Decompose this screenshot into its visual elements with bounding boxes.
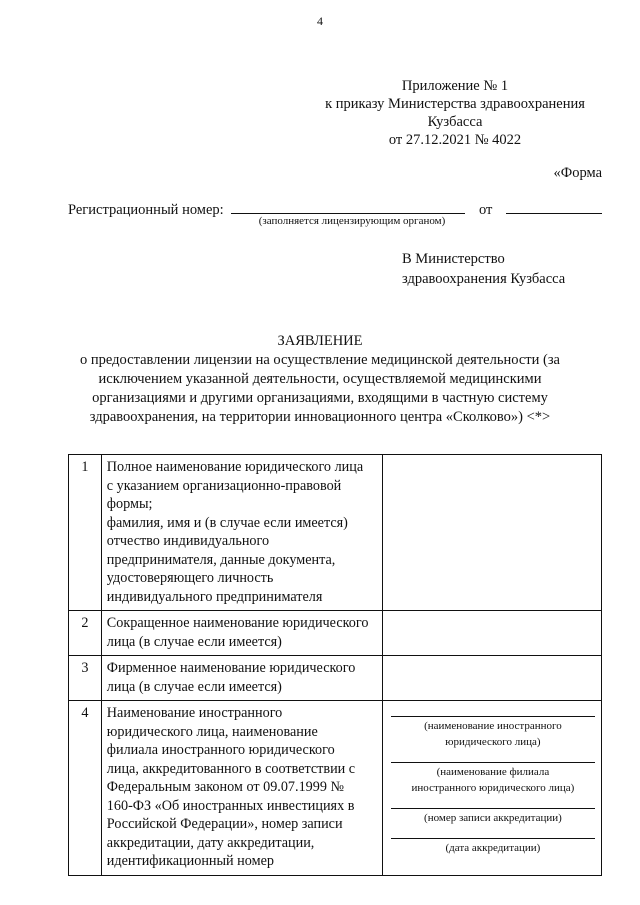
row-number: 1	[69, 455, 102, 611]
subfield-caption-line: (дата аккредитации)	[445, 842, 541, 854]
row-label-line: лица (в случае если имеется)	[106, 633, 282, 650]
row-number: 3	[69, 656, 102, 701]
row-label-line: Наименование иностранного	[106, 705, 283, 721]
subfield-caption-line: иностранного юридического лица)	[411, 782, 575, 794]
row-label-line: 160-ФЗ «Об иностранных инвестициях в	[106, 797, 355, 814]
row-label-line: аккредитации, дату аккредитации,	[106, 834, 315, 851]
row-value-field[interactable]	[382, 611, 601, 656]
row-label-line: Российской Федерации», номер записи	[106, 816, 343, 832]
application-table	[68, 454, 602, 876]
row-label-line: Полное наименование юридического лица	[106, 459, 364, 475]
row-value-field[interactable]	[382, 455, 601, 611]
row-label	[101, 656, 382, 701]
row-label	[101, 701, 382, 876]
row-number: 4	[69, 701, 102, 876]
subfield-caption[interactable]	[391, 762, 595, 796]
registration-from-label: от	[478, 202, 493, 218]
table-row	[69, 611, 602, 656]
row-label-line: лица (в случае если имеется)	[106, 678, 282, 695]
appendix-header	[300, 77, 610, 149]
row-label-line: филиала иностранного юридического	[106, 742, 335, 758]
appendix-line-1: Приложение № 1	[401, 78, 509, 94]
appendix-line-4: от 27.12.2021 № 4022	[388, 132, 522, 148]
row-label	[101, 455, 382, 611]
table-row	[69, 656, 602, 701]
row-label-line: юридического лица, наименование	[106, 723, 318, 740]
table-row	[69, 701, 602, 876]
title-heading: ЗАЯВЛЕНИЕ	[277, 333, 363, 349]
row-label-line: Сокращенное наименование юридического	[106, 615, 369, 631]
row-label-line: лица, аккредитованного в соответствии с	[106, 760, 356, 777]
row-value-field[interactable]	[382, 701, 601, 876]
subfield-caption[interactable]	[391, 808, 595, 826]
appendix-line-2: к приказу Министерства здравоохранения	[325, 96, 585, 112]
row-label-line: удостоверяющего личность	[106, 570, 274, 586]
title-subtitle: о предоставлении лицензии на осуществление медицинской деятельности (за исключением указанной деятельности, осуществляемой медицинскими организациями и другими организациями, входящими в частную систему здравоохранения, на территории инновационного центра «Сколково») <*>	[80, 352, 560, 425]
page-number: 4	[317, 14, 323, 28]
subfield-caption-line: (наименование филиала	[436, 766, 550, 778]
row-label-line: идентификационный номер	[106, 853, 274, 869]
subfield-caption-line: (номер записи аккредитации)	[424, 812, 562, 824]
registration-number-field[interactable]	[231, 199, 465, 214]
row-number: 2	[69, 611, 102, 656]
addressee-line-1: В Министерство	[402, 251, 505, 267]
subfield-caption-line: (наименование иностранного	[424, 720, 562, 732]
table-row	[69, 455, 602, 611]
registration-hint: (заполняется лицензирующим органом)	[258, 215, 446, 227]
document-title	[0, 332, 640, 427]
appendix-line-3: Кузбасса	[427, 114, 483, 130]
row-label-line: отчество индивидуального	[106, 533, 270, 549]
addressee	[402, 249, 565, 289]
registration-date-field[interactable]	[506, 199, 602, 214]
subfield-caption-line: юридического лица)	[445, 736, 541, 748]
row-label-line: Фирменное наименование юридического	[106, 660, 356, 676]
subfield-caption[interactable]	[391, 716, 595, 750]
subfield-caption[interactable]	[391, 838, 595, 856]
row-label-line: формы;	[106, 496, 153, 512]
row-label-line: предпринимателя, данные документа,	[106, 551, 336, 568]
row-value-field[interactable]	[382, 656, 601, 701]
registration-label: Регистрационный номер:	[68, 202, 224, 218]
row-label-line: Федеральным законом от 09.07.1999 №	[106, 779, 345, 795]
row-label	[101, 611, 382, 656]
form-marker: «Форма	[553, 165, 602, 181]
row-label-line: фамилия, имя и (в случае если имеется)	[106, 514, 348, 531]
row-label-line: индивидуального предпринимателя	[106, 588, 323, 605]
addressee-line-2: здравоохранения Кузбасса	[402, 271, 566, 287]
row-label-line: с указанием организационно-правовой	[106, 477, 342, 494]
